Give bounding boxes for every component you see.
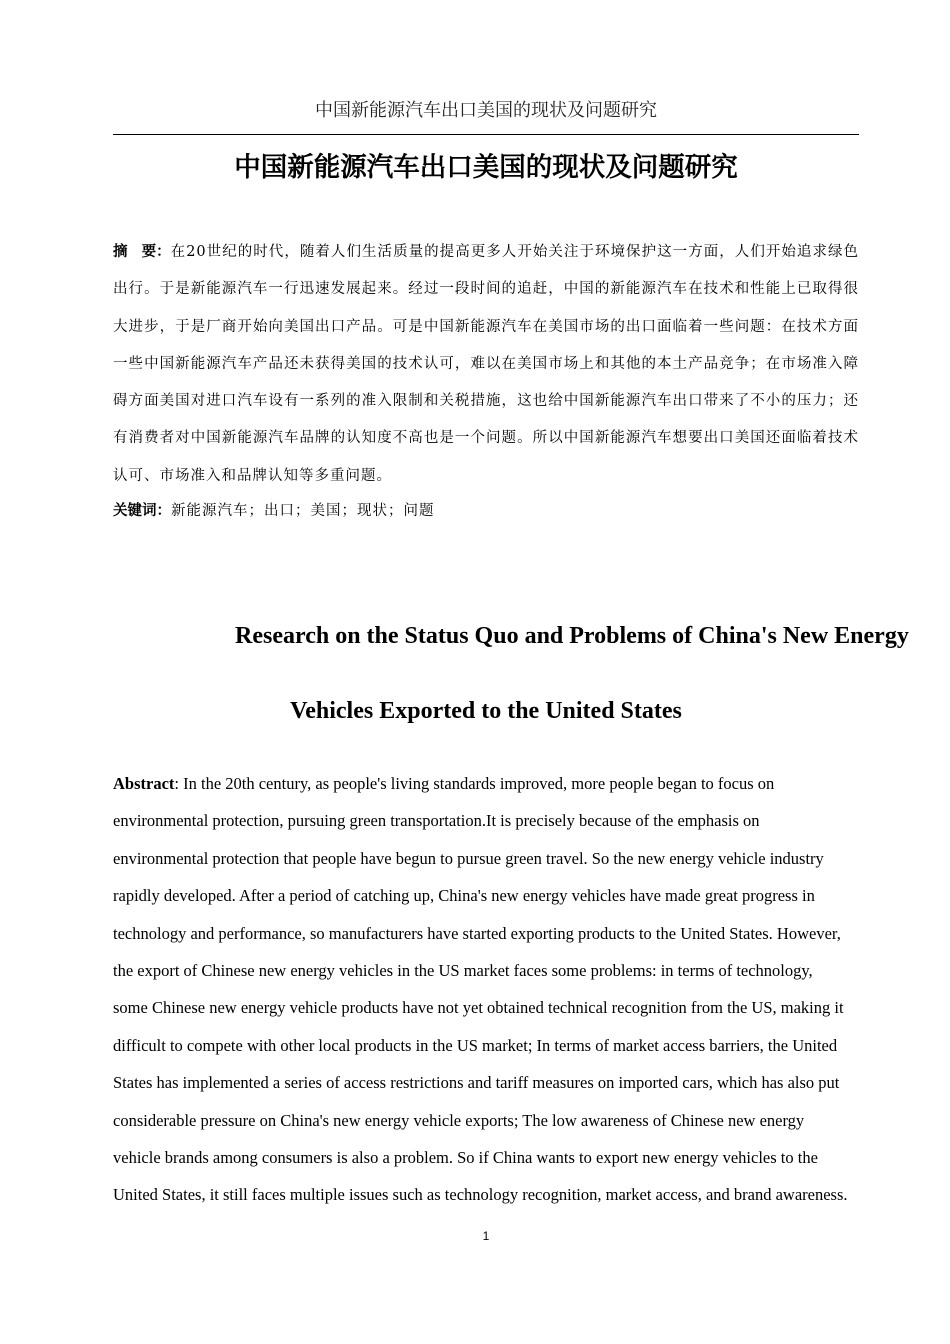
page-number: 1: [482, 1229, 490, 1243]
chinese-title: 中国新能源汽车出口美国的现状及问题研究: [234, 152, 738, 183]
chinese-keywords-text: 新能源汽车；出口；美国；现状；问题: [171, 503, 435, 519]
chinese-abstract: [113, 233, 859, 495]
english-abstract-line: the export of Chinese new energy vehicles in the US market faces some problems: in terms of technology,: [113, 961, 813, 981]
chinese-abstract-text: 在20世纪的时代，随着人们生活质量的提高更多人开始关注于环境保护这一方面，人们开始追求绿色出行。于是新能源汽车一行迅速发展起来。经过一段时间的追赶，中国的新能源汽车在技术和性能上已取得很大进步，于是厂商开始向美国出口产品。可是中国新能源汽车在美国市场的出口面临着一些问题：在技术方面一些中国新能源汽车产品还未获得美国的技术认可，难以在美国市场上和其他的本土产品竞争；在市场准入障碍方面美国对进口汽车设有一系列的准入限制和关税措施，这也给中国新能源汽车出口带来了不小的压力；还有消费者对中国新能源汽车品牌的认知度不高也是一个问题。所以中国新能源汽车想要出口美国还面临着技术认可、市场准入和品牌认知等多重问题。: [113, 244, 860, 484]
english-title-line-1: Research on the Status Quo and Problems of China's New Energy: [235, 623, 909, 649]
english-abstract-label: Abstract: [113, 774, 175, 793]
english-abstract-line: environmental protection, pursuing green transportation.It is precisely because of the emphasis on: [113, 811, 760, 831]
chinese-abstract-label-2: 要：: [141, 243, 171, 260]
running-header: 中国新能源汽车出口美国的现状及问题研究: [315, 100, 657, 121]
chinese-keywords-label: 关键词：: [113, 502, 171, 519]
chinese-abstract-label-1: 摘: [113, 243, 128, 260]
header-divider: [113, 134, 859, 135]
english-abstract-line: : In the 20th century, as people's living standards improved, more people began to focus on: [174, 774, 775, 793]
english-abstract-line: environmental protection that people have begun to pursue green travel. So the new energy vehicle industry: [113, 848, 824, 868]
english-abstract: [113, 765, 865, 1214]
english-abstract-line: rapidly developed. After a period of catching up, China's new energy vehicles have made great progress in: [113, 886, 815, 906]
english-abstract-line: vehicle brands among consumers is also a problem. So if China wants to export new energy vehicles to the: [113, 1148, 818, 1168]
chinese-keywords: [113, 497, 859, 525]
english-title-line-2: Vehicles Exported to the United States: [290, 698, 682, 724]
english-title: [113, 599, 909, 749]
english-abstract-line: some Chinese new energy vehicle products have not yet obtained technical recognition from the US, making it: [113, 998, 844, 1018]
english-abstract-line: considerable pressure on China's new energy vehicle exports; The low awareness of Chinese new energy: [113, 1110, 805, 1130]
english-abstract-line: United States, it still faces multiple issues such as technology recognition, market access, and brand awareness.: [113, 1185, 848, 1205]
english-abstract-line: technology and performance, so manufacturers have started exporting products to the United States. However,: [113, 923, 841, 943]
english-abstract-line: difficult to compete with other local products in the US market; In terms of market access barriers, the United: [113, 1035, 838, 1055]
english-abstract-line: States has implemented a series of access restrictions and tariff measures on imported cars, which has also put: [113, 1073, 840, 1093]
